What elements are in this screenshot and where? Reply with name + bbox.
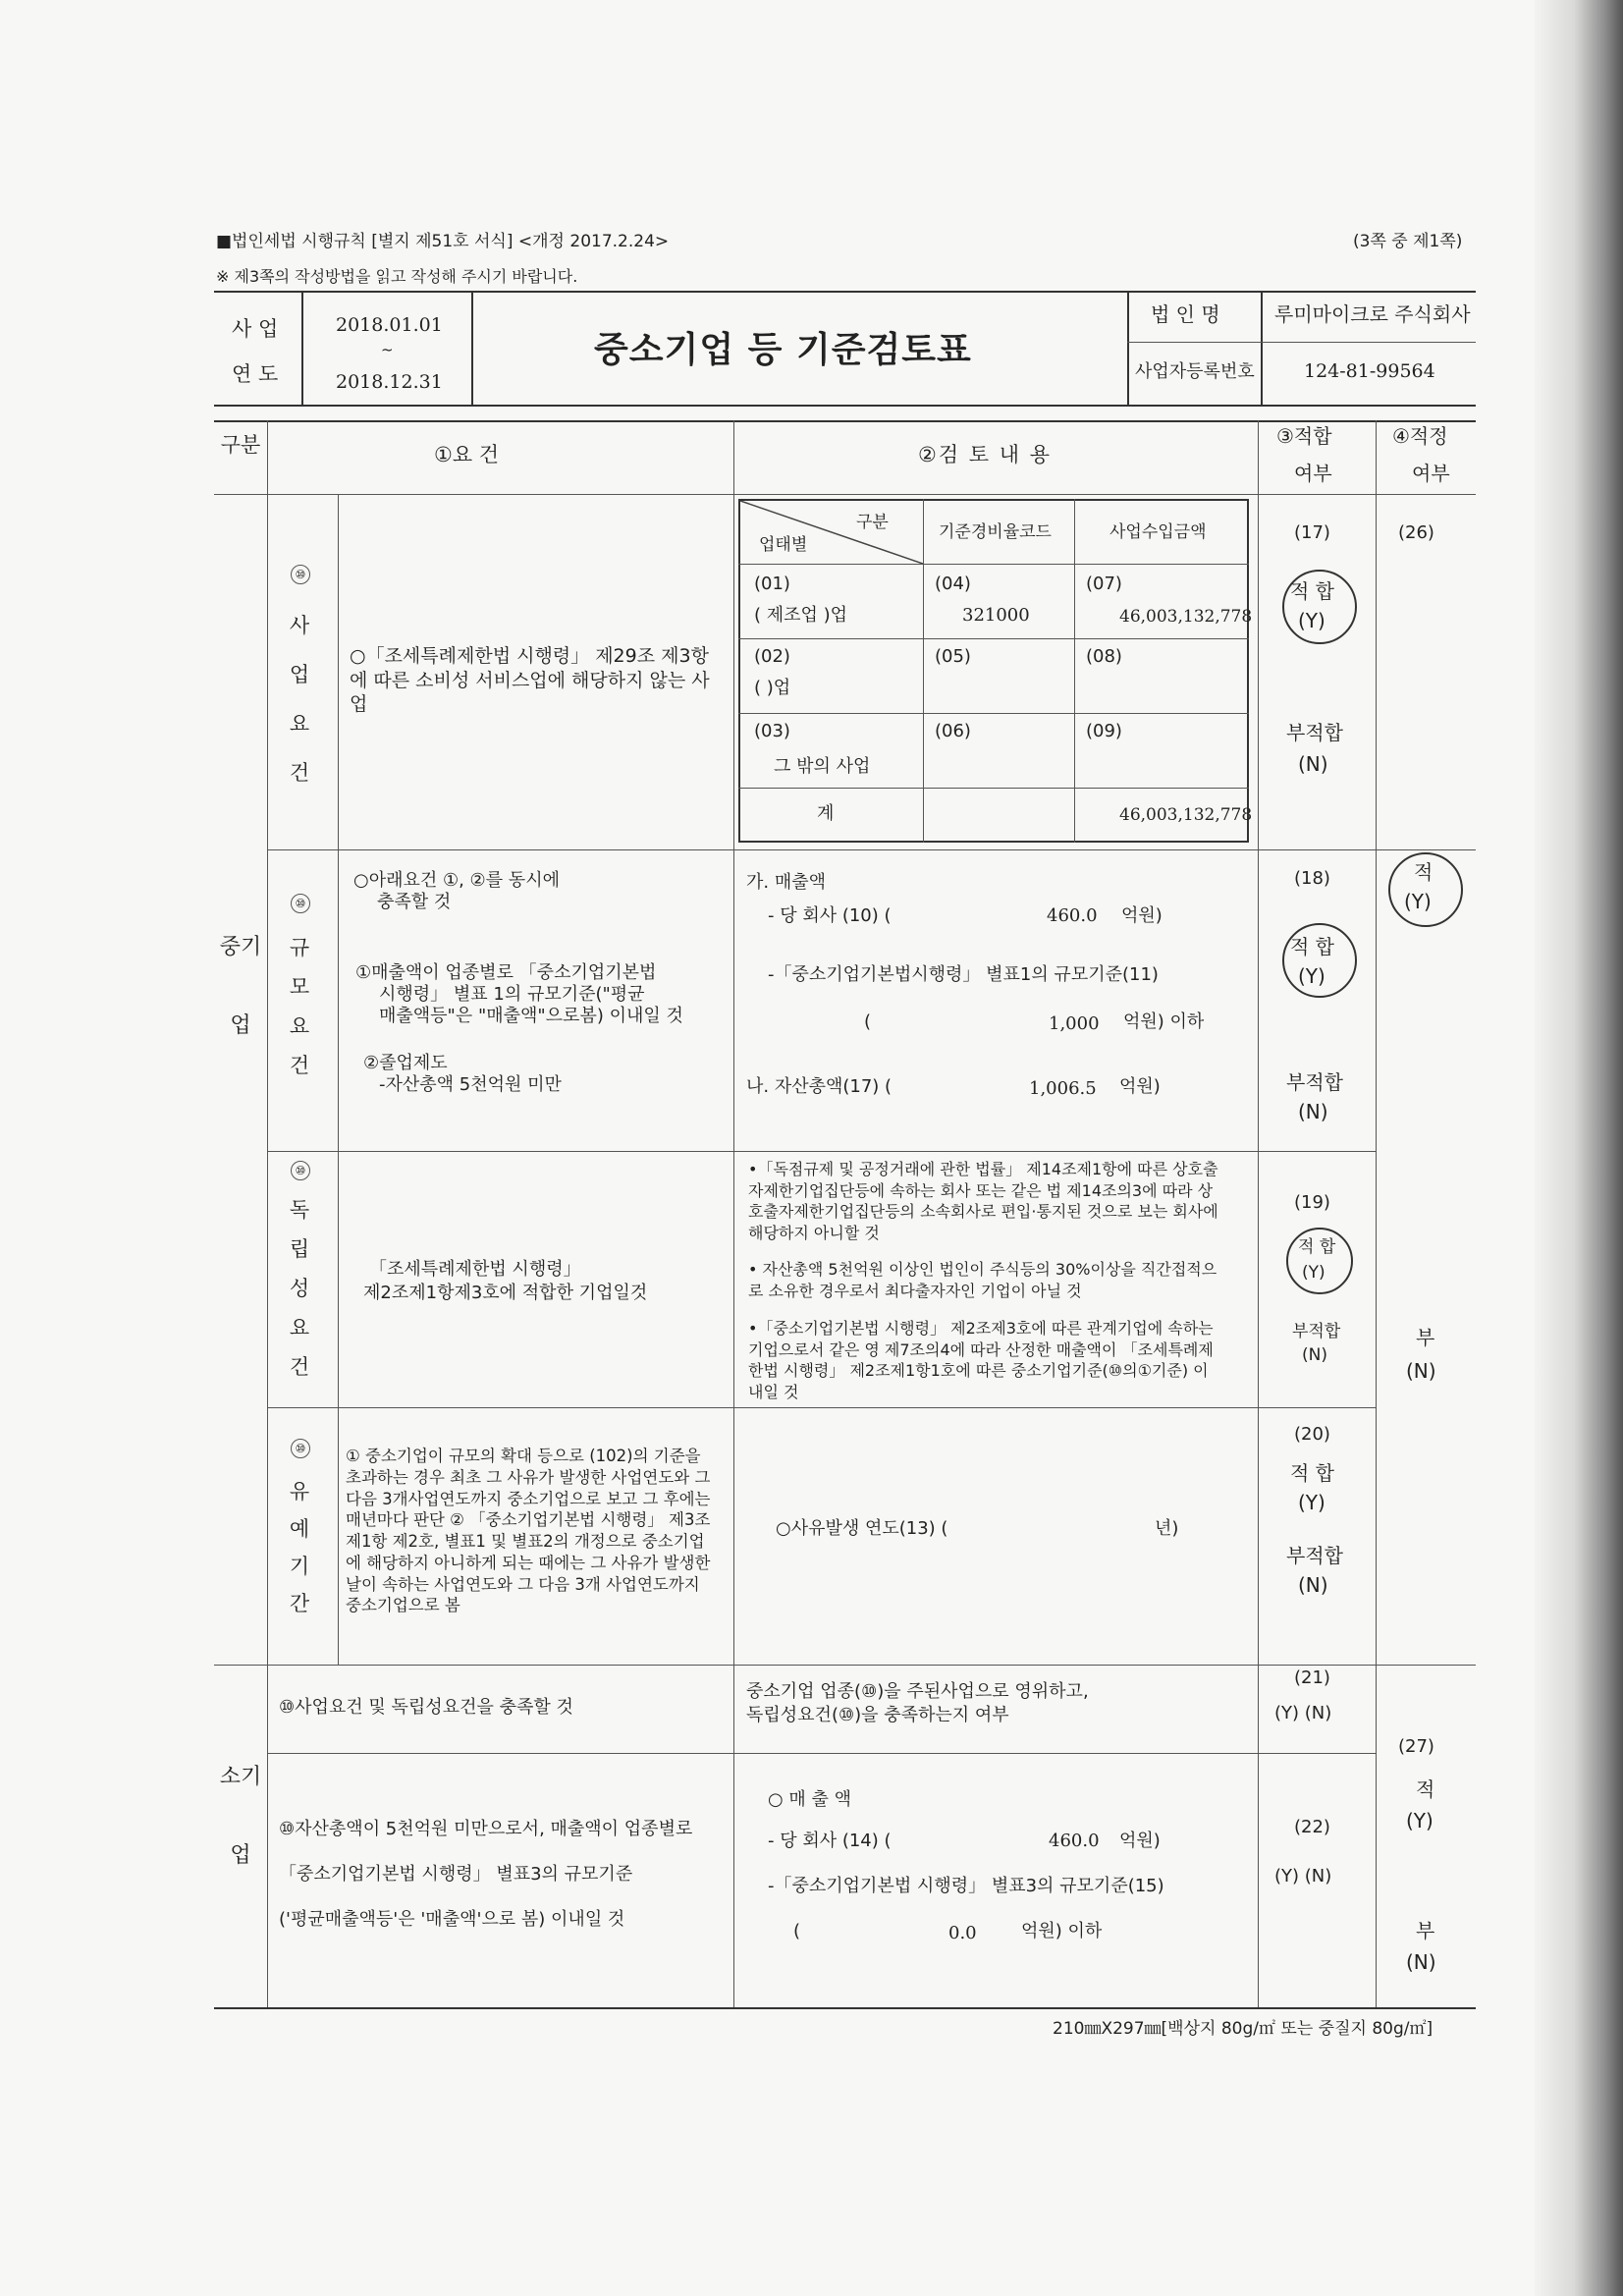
scale-label: 규모요건 bbox=[289, 936, 310, 1077]
scale-rev-d: ( bbox=[864, 1011, 872, 1032]
scan-edge-shadow bbox=[1535, 0, 1623, 2296]
cell-08-no: (08) bbox=[1086, 646, 1122, 667]
independence-fit-no: (19) bbox=[1294, 1192, 1330, 1213]
cell-04-no: (04) bbox=[935, 574, 971, 594]
table-diag-bottom: 업태별 bbox=[759, 535, 808, 555]
scale-rev-d-unit: 억원) 이하 bbox=[1123, 1011, 1205, 1032]
small-col4-n2: (N) bbox=[1406, 1950, 1436, 1974]
independence-rev-2: • 자산총액 5천억원 이상인 법인이 주식등의 30%이상을 직간접적으로 소유한 경우로서 최다출자자인 기업이 아닐 것 bbox=[748, 1260, 1217, 1300]
scale-req-1a: ○아래요건 ①, ②를 동시에 bbox=[353, 870, 560, 891]
independence-col4-n1: 부 bbox=[1416, 1326, 1435, 1349]
grace-requirement: ① 중소기업이 규모의 확대 등으로 (102)의 기준을 초과하는 경우 최초 그 사유가 발생한 사업연도와 그 다음 3개사업연도까지 중소기업으로 보고 그 후에는 매년마다 판단 ② 「중소기업기본법 시행령」 제3조제1항 제2호, 별표1 및 별표2의 개정으로 중소기업에 해당하지 아니하게 되는 때에는 그 사유가 발생한 날이 속하는 사업연도와 그 다음 3개 사업연도까지 중소기업으로 봄 bbox=[346, 1447, 711, 1615]
small-fit1-no: (21) bbox=[1294, 1667, 1330, 1688]
col-review-header: ②검 토 내 용 bbox=[918, 443, 1052, 466]
cell-09-no: (09) bbox=[1086, 721, 1122, 741]
cell-05-no: (05) bbox=[935, 646, 971, 667]
scale-rev-b-value: 460.0 bbox=[1047, 905, 1098, 926]
business-fit-y1: 적 합 bbox=[1290, 579, 1334, 603]
small-rev-2c: -「중소기업기본법 시행령」 별표3의 규모기준(15) bbox=[768, 1876, 1164, 1896]
col-fit3-header-2: 여부 bbox=[1294, 462, 1332, 485]
small-fit2: (Y) (N) bbox=[1274, 1866, 1332, 1886]
writing-note: ※ 제3쪽의 작성방법을 읽고 작성해 주시기 바랍니다. bbox=[216, 267, 578, 286]
grace-fit-no: (20) bbox=[1294, 1424, 1330, 1445]
scale-fit-y1: 적 합 bbox=[1290, 935, 1334, 958]
period-label-1: 사 업 bbox=[232, 317, 279, 341]
scale-col4-y2: (Y) bbox=[1404, 890, 1432, 913]
group-label-sme: 중기업 bbox=[219, 935, 262, 1038]
table-col3-header: 사업수입금액 bbox=[1109, 522, 1207, 542]
scale-rev-d-value: 1,000 bbox=[1049, 1013, 1100, 1034]
grace-fit-y1: 적 합 bbox=[1290, 1461, 1334, 1485]
independence-rev-1: •「독점규제 및 공정거래에 관한 법률」 제14조제1항에 따른 상호출자제한기업집단등에 속하는 회사 또는 같은 법 제14조의3에 따라 상호출자제한기업집단등의 소속회사로 편입·통지된 것으로 보는 회사에 해당하지 아니할 것 bbox=[748, 1160, 1218, 1242]
small-req-2b: 「중소기업기본법 시행령」 별표3의 규모기준 bbox=[279, 1864, 633, 1885]
code-101: ⑩ bbox=[291, 565, 310, 584]
independence-req-a: 「조세특례제한법 시행령」 bbox=[369, 1259, 581, 1280]
business-fit-y2: (Y) bbox=[1298, 609, 1325, 632]
table-col2-header: 기준경비율코드 bbox=[939, 522, 1052, 542]
small-rev-2b: - 당 회사 (14) ( bbox=[768, 1831, 892, 1851]
corp-name-label: 법 인 명 bbox=[1151, 302, 1220, 326]
business-fit-n1: 부적합 bbox=[1286, 721, 1343, 744]
small-col4-n1: 부 bbox=[1416, 1919, 1435, 1942]
code-103: ⑩ bbox=[291, 1161, 310, 1180]
small-rev-2d: ( bbox=[793, 1921, 801, 1941]
table-bottom-rule bbox=[214, 2007, 1476, 2009]
independence-fit-y2: (Y) bbox=[1302, 1263, 1325, 1283]
business-label: 사업요건 bbox=[289, 614, 310, 785]
small-rev-2d-value: 0.0 bbox=[948, 1923, 977, 1943]
small-col4-no: (27) bbox=[1398, 1736, 1434, 1757]
grace-review-a: ○사유발생 연도(13) ( bbox=[776, 1518, 948, 1539]
scale-rev-a: 가. 매출액 bbox=[746, 872, 826, 893]
biz-no-label: 사업자등록번호 bbox=[1135, 361, 1255, 382]
code-102: ⑩ bbox=[291, 894, 310, 913]
small-req-2c: ('평균매출액등'은 '매출액'으로 봄) 이내일 것 bbox=[279, 1909, 625, 1930]
scale-req-2a: ①매출액이 업종별로 「중소기업기본법 bbox=[355, 962, 657, 983]
cell-07-value: 46,003,132,778 bbox=[1119, 607, 1253, 627]
independence-req-b: 제2조제1항제3호에 적합한 기업일것 bbox=[363, 1283, 648, 1303]
title-bottom-rule bbox=[214, 405, 1476, 407]
col-category-header: 구분 bbox=[220, 433, 261, 457]
small-col4-y1: 적 bbox=[1416, 1777, 1435, 1801]
small-rev-1b: 독립성요건(⑩)을 충족하는지 여부 bbox=[746, 1705, 1009, 1725]
period-separator: ~ bbox=[381, 341, 394, 358]
period-end: 2018.12.31 bbox=[336, 371, 443, 393]
form-reference: ■법인세법 시행규칙 [별지 제51호 서식] <개정 2017.2.24> bbox=[216, 232, 670, 251]
cell-04-value: 321000 bbox=[962, 605, 1030, 626]
cell-03-no: (03) bbox=[754, 721, 790, 741]
scale-req-2c: 매출액등"은 "매출액"으로봄) 이내일 것 bbox=[379, 1006, 683, 1026]
scale-req-3b: -자산총액 5천억원 미만 bbox=[379, 1074, 562, 1095]
grace-fit-y2: (Y) bbox=[1298, 1491, 1325, 1514]
business-requirement: ○「조세특례제한법 시행령」 제29조 제3항에 따른 소비성 서비스업에 해당하지 않는 사업 bbox=[350, 645, 710, 716]
table-top-rule bbox=[214, 420, 1476, 422]
cell-07-no: (07) bbox=[1086, 574, 1122, 594]
business-col4-no: (26) bbox=[1398, 522, 1434, 543]
scale-req-2b: 시행령」 별표 1의 규모기준("평균 bbox=[379, 984, 645, 1005]
independence-col4-n2: (N) bbox=[1406, 1359, 1436, 1383]
scale-rev-c: -「중소기업기본법시행령」 별표1의 규모기준(11) bbox=[768, 964, 1159, 985]
scale-rev-e: 나. 자산총액(17) ( bbox=[746, 1076, 893, 1097]
table-total-value: 46,003,132,778 bbox=[1119, 805, 1253, 825]
group-label-small: 소기업 bbox=[219, 1765, 262, 1868]
code-104: ⑩ bbox=[291, 1439, 310, 1458]
scale-rev-e-value: 1,006.5 bbox=[1029, 1078, 1097, 1099]
cell-02-value: ( )업 bbox=[754, 678, 791, 698]
scale-fit-y2: (Y) bbox=[1298, 964, 1325, 988]
scale-fit-n1: 부적합 bbox=[1286, 1070, 1343, 1094]
independence-fit-n1: 부적합 bbox=[1292, 1322, 1341, 1341]
small-rev-2d-unit: 억원) 이하 bbox=[1021, 1921, 1103, 1941]
small-rev-1a: 중소기업 업종(⑩)을 주된사업으로 영위하고, bbox=[746, 1681, 1089, 1702]
small-req-2a: ⑩자산총액이 5천억원 미만으로서, 매출액이 업종별로 bbox=[279, 1819, 693, 1839]
scale-rev-e-unit: 억원) bbox=[1119, 1076, 1161, 1097]
corp-name: 루미마이크로 주식회사 bbox=[1274, 302, 1471, 326]
grace-review-b: 년) bbox=[1155, 1518, 1179, 1539]
scale-fit-n2: (N) bbox=[1298, 1100, 1328, 1123]
cell-02-no: (02) bbox=[754, 646, 790, 667]
scale-fit-no: (18) bbox=[1294, 868, 1330, 889]
col-fit3-header-1: ③적합 bbox=[1276, 424, 1332, 448]
independence-rev-3: •「중소기업기본법 시행령」 제2조제3호에 따른 관계기업에 속하는 기업으로서 같은 영 제7조의4에 따라 산정한 매출액이 「조세특례제한법 시행령」 제2조제1항1호에 따른 중소기업기준(⑩의①기준) 이내일 것 bbox=[748, 1319, 1214, 1401]
independence-fit-n2: (N) bbox=[1302, 1345, 1327, 1365]
period-label-2: 연 도 bbox=[232, 362, 279, 386]
small-rev-2b-unit: 억원) bbox=[1119, 1831, 1161, 1851]
col-fit4-header-2: 여부 bbox=[1412, 462, 1450, 485]
table-total-label: 계 bbox=[817, 803, 835, 824]
scale-rev-b-unit: 억원) bbox=[1121, 905, 1163, 926]
document-title: 중소기업 등 기준검토표 bbox=[594, 330, 972, 370]
small-rev-2a: ○ 매 출 액 bbox=[768, 1789, 852, 1810]
grace-fit-n2: (N) bbox=[1298, 1573, 1328, 1597]
business-fit-no: (17) bbox=[1294, 522, 1330, 543]
small-fit2-no: (22) bbox=[1294, 1817, 1330, 1837]
grace-label: 유예기간 bbox=[289, 1480, 310, 1615]
independence-fit-y1: 적 합 bbox=[1298, 1237, 1336, 1257]
cell-03-value: 그 밖의 사업 bbox=[774, 756, 871, 777]
scale-rev-b: - 당 회사 (10) ( bbox=[768, 905, 892, 926]
col-requirement-header: ①요 건 bbox=[434, 443, 500, 466]
business-fit-n2: (N) bbox=[1298, 752, 1328, 776]
small-fit1: (Y) (N) bbox=[1274, 1703, 1332, 1723]
small-col4-y2: (Y) bbox=[1406, 1809, 1434, 1832]
scale-req-1b: 충족할 것 bbox=[377, 892, 452, 912]
scale-req-3a: ②졸업제도 bbox=[363, 1053, 448, 1073]
independence-label: 독립성요건 bbox=[289, 1198, 310, 1379]
biz-no: 124-81-99564 bbox=[1304, 360, 1435, 382]
small-rev-2b-value: 460.0 bbox=[1049, 1831, 1100, 1851]
cell-01-value: ( 제조업 )업 bbox=[754, 605, 848, 626]
scale-col4-y1: 적 bbox=[1414, 860, 1434, 884]
period-start: 2018.01.01 bbox=[336, 314, 443, 336]
table-diag-top: 구분 bbox=[856, 513, 889, 532]
paper-spec: 210㎜X297㎜[백상지 80g/㎡ 또는 중질지 80g/㎡] bbox=[1053, 2019, 1434, 2039]
page-info: (3쪽 중 제1쪽) bbox=[1353, 232, 1463, 251]
grace-fit-n1: 부적합 bbox=[1286, 1544, 1343, 1567]
col-fit4-header-1: ④적정 bbox=[1392, 424, 1448, 448]
cell-01-no: (01) bbox=[754, 574, 790, 594]
cell-06-no: (06) bbox=[935, 721, 971, 741]
top-rule bbox=[214, 291, 1476, 293]
small-req-1: ⑩사업요건 및 독립성요건을 충족할 것 bbox=[279, 1697, 573, 1718]
